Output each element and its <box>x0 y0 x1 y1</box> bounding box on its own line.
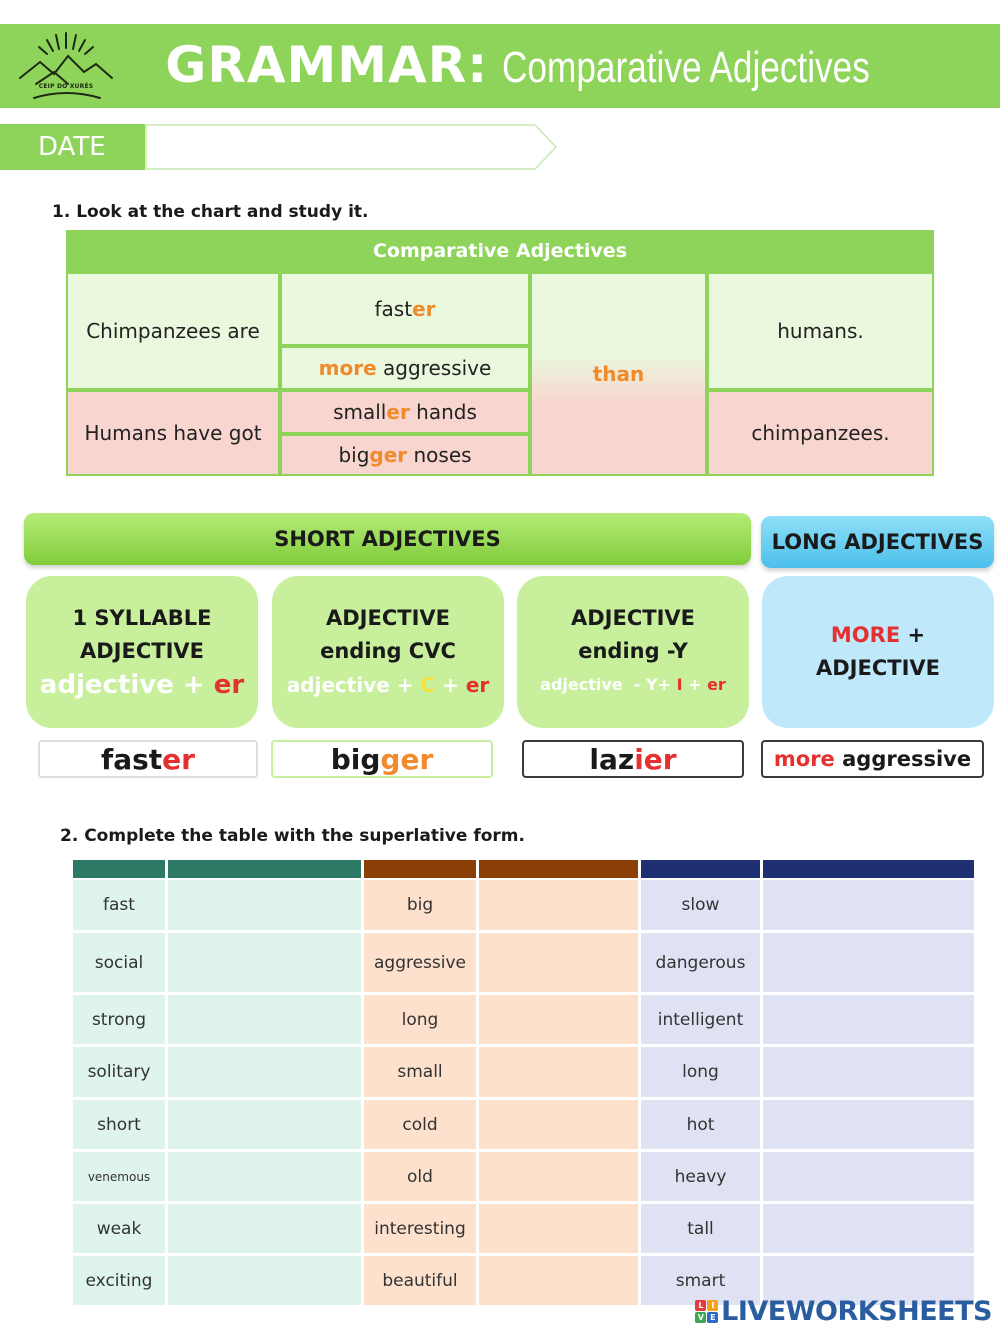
comparative-chart <box>66 230 934 476</box>
col2-answer-input[interactable] <box>479 880 641 933</box>
col1-answer-header <box>168 860 361 878</box>
chart-title: Comparative Adjectives <box>66 230 934 272</box>
date-label: DATE <box>0 124 145 170</box>
row2-adj2: big ger noses <box>280 434 530 476</box>
col3-header <box>641 860 760 878</box>
col3-answer-input[interactable] <box>763 933 977 995</box>
col1-header <box>73 860 165 878</box>
row1-object: humans. <box>707 272 934 390</box>
example-bigger: big ger <box>271 740 493 778</box>
col2-word: small <box>364 1047 479 1100</box>
col2-answer-input[interactable] <box>479 1100 641 1152</box>
instruction-1: 1. Look at the chart and study it. <box>52 202 369 222</box>
page-title <box>165 30 962 100</box>
col3-answer-input[interactable] <box>763 1047 977 1100</box>
col1-word: fast <box>73 880 168 933</box>
col2-word: aggressive <box>364 933 479 995</box>
col3-word: dangerous <box>641 933 763 995</box>
rule-card-cvc: ADJECTIVE ending CVC adjective + C + er <box>272 576 504 728</box>
instruction-2: 2. Complete the table with the superlative form. <box>60 826 525 846</box>
example-more-aggressive: more aggressive <box>761 740 984 778</box>
col1-word: venemous <box>73 1152 168 1204</box>
rule-card-long: MORE + ADJECTIVE <box>762 576 994 728</box>
col2-answer-input[interactable] <box>479 1256 641 1308</box>
col1-word: social <box>73 933 168 995</box>
col3-answer-header <box>763 860 974 878</box>
col1-answer-input[interactable] <box>168 880 364 933</box>
title-light: Comparative Adjectives <box>502 43 871 92</box>
col1-answer-input[interactable] <box>168 1047 364 1100</box>
long-adjectives-header: LONG ADJECTIVES <box>761 516 994 568</box>
row1-subject: Chimpanzees are <box>66 272 280 390</box>
col2-answer-input[interactable] <box>479 933 641 995</box>
col1-answer-input[interactable] <box>168 1100 364 1152</box>
col2-header <box>364 860 476 878</box>
school-name: CEIP DO XURÉS <box>38 83 94 90</box>
than-cell: than <box>530 272 707 476</box>
col2-word: long <box>364 995 479 1047</box>
example-lazier: laz ier <box>522 740 744 778</box>
short-adjectives-header: SHORT ADJECTIVES <box>24 513 751 565</box>
row2-adj1: small er hands <box>280 390 530 434</box>
col2-word: interesting <box>364 1204 479 1256</box>
col2-word: old <box>364 1152 479 1204</box>
col2-word: cold <box>364 1100 479 1152</box>
col3-word: smart <box>641 1256 763 1308</box>
col1-answer-input[interactable] <box>168 1152 364 1204</box>
col1-answer-input[interactable] <box>168 1204 364 1256</box>
row2-subject: Humans have got <box>66 390 280 476</box>
col3-word: long <box>641 1047 763 1100</box>
col3-answer-input[interactable] <box>763 1152 977 1204</box>
rule-card-y: ADJECTIVE ending -Y adjective - Y+ I + er <box>517 576 749 728</box>
col3-answer-input[interactable] <box>763 995 977 1047</box>
row2-object: chimpanzees. <box>707 390 934 476</box>
col1-word: strong <box>73 995 168 1047</box>
col2-answer-header <box>479 860 638 878</box>
rule-card-1-syllable: 1 SYLLABLE ADJECTIVE adjective + er <box>26 576 258 728</box>
col2-answer-input[interactable] <box>479 1152 641 1204</box>
col3-word: hot <box>641 1100 763 1152</box>
col1-answer-input[interactable] <box>168 1256 364 1308</box>
col1-answer-input[interactable] <box>168 995 364 1047</box>
liveworksheets-watermark: L I V E LIVEWORKSHEETS <box>695 1296 992 1327</box>
col2-answer-input[interactable] <box>479 1047 641 1100</box>
school-logo <box>14 28 118 108</box>
col3-answer-input[interactable] <box>763 880 977 933</box>
example-faster: fast er <box>38 740 258 778</box>
col3-answer-input[interactable] <box>763 1100 977 1152</box>
col3-word: heavy <box>641 1152 763 1204</box>
title-bold: GRAMMAR: <box>165 36 489 94</box>
row1-adj1: fast er <box>280 272 530 346</box>
col3-word: slow <box>641 880 763 933</box>
date-input[interactable] <box>145 124 557 170</box>
col3-answer-input[interactable] <box>763 1204 977 1256</box>
col1-word: exciting <box>73 1256 168 1308</box>
col3-word: intelligent <box>641 995 763 1047</box>
col2-word: beautiful <box>364 1256 479 1308</box>
liveworksheets-icon: L I V E <box>695 1300 718 1323</box>
col1-word: weak <box>73 1204 168 1256</box>
col2-answer-input[interactable] <box>479 1204 641 1256</box>
row1-adj2: more aggressive <box>280 346 530 390</box>
col1-answer-input[interactable] <box>168 933 364 995</box>
col2-word: big <box>364 880 479 933</box>
col3-word: tall <box>641 1204 763 1256</box>
col1-word: solitary <box>73 1047 168 1100</box>
col1-word: short <box>73 1100 168 1152</box>
col2-answer-input[interactable] <box>479 995 641 1047</box>
